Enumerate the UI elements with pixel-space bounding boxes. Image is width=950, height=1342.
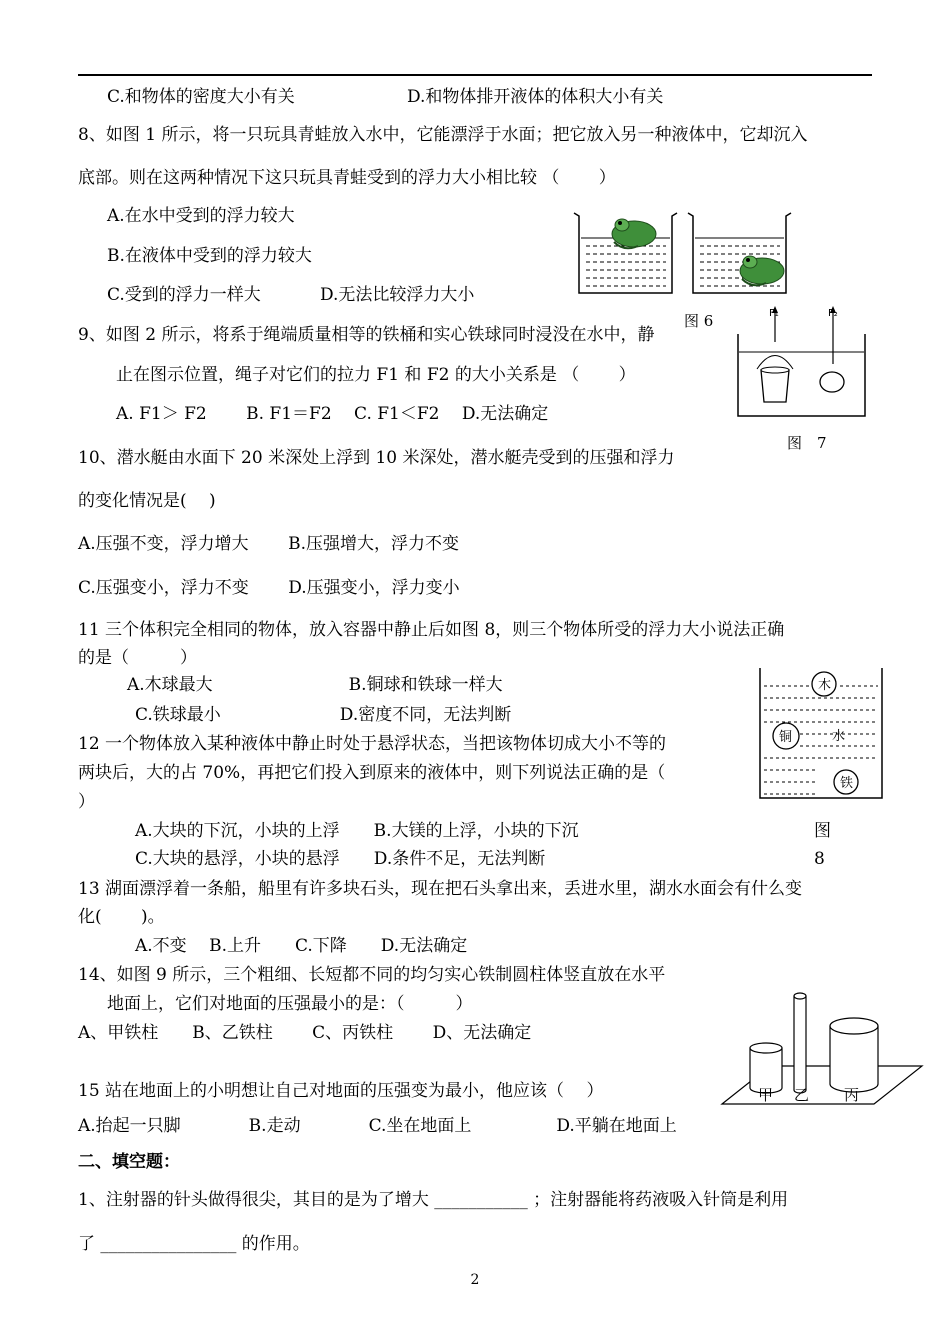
label-yi: 乙 (794, 1086, 810, 1104)
fill-q1-line2: 了 ________________ 的作用。 (78, 1234, 310, 1254)
iron-ball-label: 铁 (840, 776, 854, 791)
q8-option-c: C.受到的浮力一样大 (107, 285, 261, 305)
container-liquid (688, 213, 791, 293)
q7-option-d: D.和物体排开液体的体积大小有关 (407, 87, 664, 107)
figure-7-label: 图 7 (787, 434, 827, 452)
figure-8-balls (756, 664, 886, 804)
header-rule (78, 74, 872, 76)
cylinder-yi (794, 993, 806, 1093)
q9-stem-line2: 止在图示位置，绳子对它们的拉力 F1 和 F2 的大小关系是 （ ） (116, 365, 636, 385)
iron-ball (834, 770, 858, 794)
figure-6-frogs (572, 208, 792, 304)
frog-floating-icon (612, 219, 656, 248)
label-bing: 丙 (844, 1086, 860, 1104)
q11-options-ab: A.木球最大 B.铜球和铁球一样大 (127, 675, 503, 695)
q8-stem-line2: 底部。则在这两种情况下这只玩具青蛙受到的浮力大小相比较 （ ） (78, 168, 616, 188)
cylinder-bing (830, 1018, 878, 1092)
q12-stem-line2: 两块后，大的占 70%，再把它们投入到原来的液体中，则下列说法正确的是（ (78, 763, 666, 783)
container-water (574, 213, 677, 293)
q15-options: A.抬起一只脚 B.走动 C.坐在地面上 D.平躺在地面上 (78, 1116, 677, 1136)
frog-sunk-icon (740, 256, 784, 285)
page-number: 2 (470, 1272, 480, 1288)
q8-option-a: A.在水中受到的浮力较大 (107, 206, 295, 226)
wood-ball (812, 672, 836, 696)
section-2-title: 二、填空题： (78, 1152, 180, 1172)
q14-stem-line1: 14、如图 9 所示，三个粗细、长短都不同的均匀实心铁制圆柱体竖直放在水平 (78, 965, 666, 985)
q13-options: A.不变 B.上升 C.下降 D.无法确定 (135, 936, 468, 956)
q11-options-cd: C.铁球最小 D.密度不同，无法判断 (135, 705, 512, 725)
q8-stem-line1: 8、如图 1 所示，将一只玩具青蛙放入水中，它能漂浮于水面；把它放入另一种液体中，它却沉入 (78, 125, 808, 145)
q8-option-d: D.无法比较浮力大小 (320, 285, 475, 305)
q9-stem-line1: 9、如图 2 所示，将系于绳端质量相等的铁桶和实心铁球同时浸没在水中，静 (78, 325, 655, 345)
q15-stem: 15 站在地面上的小明想让自己对地面的压强变为最小，他应该（ ） (78, 1081, 604, 1101)
iron-bucket-icon (757, 356, 793, 403)
q14-stem-line2: 地面上，它们对地面的压强最小的是：（ ） (107, 994, 473, 1014)
q10-stem-line1: 10、潜水艇由水面下 20 米深处上浮到 10 米深处，潜水艇壳受到的压强和浮力 (78, 448, 675, 468)
q12-stem-line3: ） (78, 792, 95, 812)
figure-7-bucket-ball (733, 304, 873, 420)
q12-options-ab: A.大块的下沉，小块的上浮 B.大镁的上浮，小块的下沉 (135, 821, 579, 841)
q9-options: A. F1＞ F2 B. F1＝F2 C. F1＜F2 D.无法确定 (116, 404, 549, 424)
q14-options: A、甲铁柱 B、乙铁柱 C、丙铁柱 D、无法确定 (78, 1023, 532, 1043)
q11-stem-line2: 的是（ ） (78, 648, 197, 668)
figure-8-label-1: 图 (814, 821, 831, 841)
q13-stem-line1: 13 湖面漂浮着一条船，船里有许多块石头，现在把石头拿出来，丢进水里，湖水水面会有什么变 (78, 879, 803, 899)
q10-options-cd: C.压强变小，浮力不变 D.压强变小，浮力变小 (78, 578, 460, 598)
copper-ball-label: 铜 (779, 730, 793, 745)
q11-stem-line1: 11 三个体积完全相同的物体，放入容器中静止后如图 8，则三个物体所受的浮力大小说法正确 (78, 620, 785, 640)
f1-label: F₁ (769, 308, 779, 319)
q8-option-b: B.在液体中受到的浮力较大 (107, 246, 312, 266)
q10-stem-line2: 的变化情况是( ) (78, 491, 216, 511)
q12-stem-line1: 12 一个物体放入某种液体中静止时处于悬浮状态，当把该物体切成大小不等的 (78, 734, 667, 754)
q12-options-cd: C.大块的悬浮，小块的悬浮 D.条件不足，无法判断 (135, 849, 546, 869)
f2-label: F₂ (828, 308, 838, 319)
fill-q1-line1: 1、注射器的针头做得很尖，其目的是为了增大 ___________ ；注射器能将药液吸入针筒是利用 (78, 1190, 789, 1210)
label-jia: 甲 (758, 1086, 774, 1104)
q10-options-ab: A.压强不变，浮力增大 B.压强增大，浮力不变 (78, 534, 459, 554)
iron-ball-icon (820, 372, 844, 392)
water-label: 水 (832, 729, 846, 744)
q13-stem-line2: 化( )。 (78, 907, 165, 927)
figure-6-label: 图 6 (684, 312, 714, 330)
copper-ball (773, 723, 799, 749)
wood-ball-label: 木 (818, 678, 832, 693)
figure-8-label-2: 8 (814, 849, 825, 869)
figure-9-cylinders (718, 986, 928, 1108)
q7-option-c: C.和物体的密度大小有关 (107, 87, 295, 107)
